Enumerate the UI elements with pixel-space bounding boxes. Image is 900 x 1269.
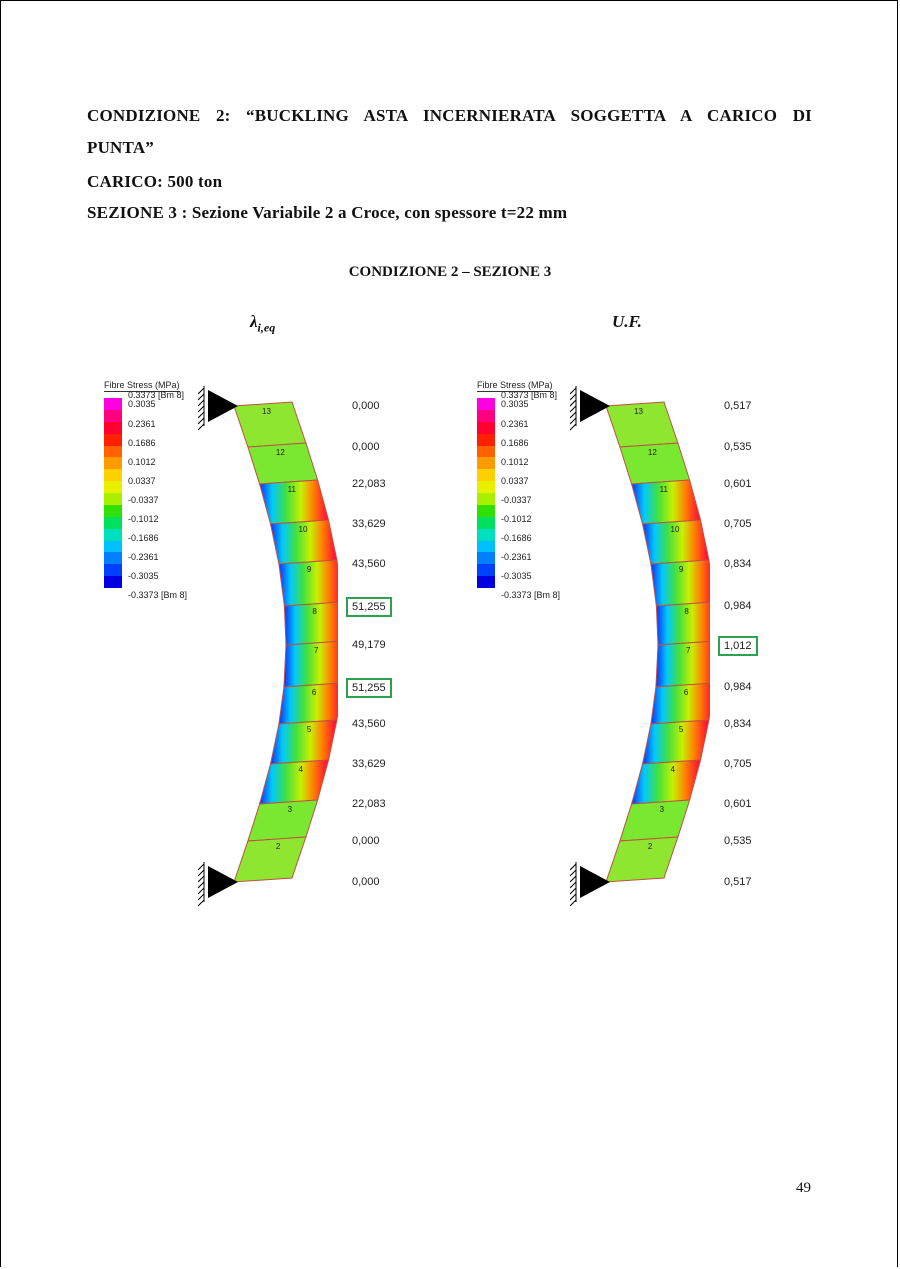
lambda-value: 0,000 xyxy=(352,876,380,888)
uf-element-number: 2 xyxy=(647,842,653,851)
lambda-legend-swatch xyxy=(104,541,122,553)
uf-value: 0,984 xyxy=(724,600,752,612)
uf-value: 0,601 xyxy=(724,798,752,810)
lambda-element-number: 9 xyxy=(306,565,312,574)
lambda-element-number: 4 xyxy=(298,765,303,774)
lambda-legend-swatch xyxy=(104,410,122,422)
lambda-legend-label: 0.1686 xyxy=(128,438,156,448)
lambda-legend-swatch xyxy=(104,493,122,505)
lambda-legend-swatch xyxy=(104,398,122,410)
lambda-legend-swatch xyxy=(104,446,122,458)
uf-top-support-icon xyxy=(580,390,610,422)
uf-legend-label: -0.1686 xyxy=(501,533,532,543)
lambda-legend-swatch xyxy=(104,505,122,517)
heading-section: SEZIONE 3 : Sezione Variabile 2 a Croce, con spessore t=22 mm xyxy=(87,203,568,222)
uf-legend-label: 0.3035 xyxy=(501,399,529,409)
uf-legend-title: Fibre Stress (MPa) xyxy=(477,380,553,390)
lambda-beam-segment xyxy=(271,720,337,764)
uf-element-number: 10 xyxy=(670,525,680,534)
uf-beam-segment xyxy=(620,800,690,841)
page-number: 49 xyxy=(796,1180,811,1196)
lambda-symbol: λ xyxy=(250,312,258,331)
lambda-beam-segment xyxy=(284,602,338,645)
uf-legend-swatch xyxy=(477,422,495,434)
uf-element-number: 7 xyxy=(685,646,691,655)
uf-legend-label: -0.2361 xyxy=(501,552,532,562)
lambda-value: 0,000 xyxy=(352,400,380,412)
uf-support-hatch xyxy=(570,862,576,906)
uf-legend-label: -0.3035 xyxy=(501,571,532,581)
lambda-value: 33,629 xyxy=(352,518,386,530)
heading-condition-cont: PUNTA” xyxy=(87,138,154,157)
uf-beam-segment xyxy=(651,683,710,724)
heading-load: CARICO: 500 ton xyxy=(87,172,223,191)
uf-beam-segment xyxy=(643,720,709,764)
lambda-legend-label: -0.1686 xyxy=(128,533,159,543)
uf-value: 0,984 xyxy=(724,681,752,693)
lambda-panel-title xyxy=(250,312,275,335)
figure-subtitle: CONDIZIONE 2 – SEZIONE 3 xyxy=(348,264,552,280)
uf-legend-label: -0.3373 [Bm 8] xyxy=(501,590,561,600)
lambda-element-number: 2 xyxy=(275,842,281,851)
lambda-legend-swatch xyxy=(104,517,122,529)
uf-element-number: 5 xyxy=(678,725,684,734)
uf-bottom-support-icon xyxy=(580,866,610,898)
uf-legend-swatch xyxy=(477,576,495,588)
lambda-element-number: 5 xyxy=(306,725,312,734)
uf-legend-label: 0.2361 xyxy=(501,419,529,429)
uf-legend-label: 0.1686 xyxy=(501,438,529,448)
lambda-legend-swatch xyxy=(104,469,122,481)
uf-element-number: 12 xyxy=(647,448,657,457)
lambda-value: 22,083 xyxy=(352,478,386,490)
lambda-beam-segment xyxy=(234,837,306,882)
uf-element-number: 9 xyxy=(678,565,684,574)
uf-legend-label: -0.1012 xyxy=(501,514,532,524)
uf-value: 0,705 xyxy=(724,518,752,530)
uf-beam-segment xyxy=(632,760,701,804)
lambda-beam-segment xyxy=(279,683,338,724)
uf-legend-swatch xyxy=(477,469,495,481)
lambda-top-support-icon xyxy=(208,390,238,422)
uf-legend-swatch xyxy=(477,481,495,493)
lambda-legend-swatch xyxy=(104,552,122,564)
uf-element-number: 4 xyxy=(670,765,675,774)
lambda-element-number: 12 xyxy=(275,448,285,457)
lambda-legend-swatch xyxy=(104,422,122,434)
uf-value: 0,535 xyxy=(724,835,752,847)
uf-legend-swatch xyxy=(477,457,495,469)
lambda-legend-label: -0.3373 [Bm 8] xyxy=(128,590,188,600)
lambda-value-highlighted: 51,255 xyxy=(346,678,392,698)
uf-value: 0,834 xyxy=(724,558,752,570)
uf-legend-swatch xyxy=(477,541,495,553)
uf-legend-label: 0.3373 [Bm 8] xyxy=(501,390,558,400)
lambda-element-number: 11 xyxy=(287,485,296,494)
lambda-element-number: 3 xyxy=(287,805,293,814)
uf-element-number: 8 xyxy=(684,607,689,616)
lambda-beam-segment xyxy=(284,641,338,687)
lambda-beam-segment xyxy=(248,800,318,841)
lambda-beam-diagram xyxy=(198,385,338,925)
lambda-legend-swatch xyxy=(104,457,122,469)
uf-legend-label: 0.1012 xyxy=(501,457,529,467)
uf-panel-title: U.F. xyxy=(612,312,642,331)
uf-value: 0,517 xyxy=(724,876,752,888)
lambda-element-number: 10 xyxy=(298,525,308,534)
lambda-legend-colorbar xyxy=(104,398,122,588)
uf-beam-segment xyxy=(656,602,710,645)
uf-beam-diagram xyxy=(570,385,710,925)
uf-legend-swatch xyxy=(477,517,495,529)
uf-value-highlighted: 1,012 xyxy=(718,636,758,656)
uf-legend-swatch xyxy=(477,410,495,422)
uf-legend-label: 0.0337 xyxy=(501,476,529,486)
uf-legend-swatch xyxy=(477,529,495,541)
lambda-legend-label: -0.2361 xyxy=(128,552,159,562)
lambda-legend-swatch xyxy=(104,434,122,446)
uf-legend-label: -0.0337 xyxy=(501,495,532,505)
uf-value: 0,517 xyxy=(724,400,752,412)
lambda-support-hatch xyxy=(198,862,204,906)
lambda-legend-label: 0.0337 xyxy=(128,476,156,486)
uf-element-number: 3 xyxy=(659,805,665,814)
lambda-legend-label: 0.1012 xyxy=(128,457,156,467)
uf-element-number: 6 xyxy=(683,688,689,697)
lambda-legend-swatch xyxy=(104,564,122,576)
uf-element-number: 13 xyxy=(634,407,643,416)
uf-legend-swatch xyxy=(477,493,495,505)
uf-legend-swatch xyxy=(477,398,495,410)
uf-beam-segment xyxy=(606,837,678,882)
uf-legend-colorbar xyxy=(477,398,495,588)
uf-legend-swatch xyxy=(477,505,495,517)
uf-legend-swatch xyxy=(477,552,495,564)
uf-value: 0,834 xyxy=(724,718,752,730)
uf-value: 0,601 xyxy=(724,478,752,490)
lambda-value: 43,560 xyxy=(352,718,386,730)
lambda-legend-swatch xyxy=(104,576,122,588)
lambda-support-hatch xyxy=(198,386,204,430)
lambda-beam-segment xyxy=(260,760,329,804)
lambda-value: 49,179 xyxy=(352,639,386,651)
uf-legend-swatch xyxy=(477,564,495,576)
lambda-legend-label: -0.3035 xyxy=(128,571,159,581)
lambda-value-highlighted: 51,255 xyxy=(346,597,392,617)
lambda-element-number: 13 xyxy=(262,407,271,416)
lambda-element-number: 6 xyxy=(311,688,317,697)
lambda-legend-swatch xyxy=(104,529,122,541)
lambda-legend-label: 0.3373 [Bm 8] xyxy=(128,390,185,400)
uf-legend-swatch xyxy=(477,434,495,446)
lambda-legend-label: -0.0337 xyxy=(128,495,159,505)
lambda-legend-label: 0.2361 xyxy=(128,419,156,429)
lambda-value: 33,629 xyxy=(352,758,386,770)
lambda-legend-label: 0.3035 xyxy=(128,399,156,409)
lambda-value: 43,560 xyxy=(352,558,386,570)
heading-condition: CONDIZIONE 2: “BUCKLING ASTA INCERNIERATA SOGGETTA A CARICO DI xyxy=(87,106,812,125)
lambda-legend-swatch xyxy=(104,481,122,493)
lambda-legend-title: Fibre Stress (MPa) xyxy=(104,380,180,390)
lambda-value: 0,000 xyxy=(352,835,380,847)
lambda-value: 22,083 xyxy=(352,798,386,810)
uf-support-hatch xyxy=(570,386,576,430)
uf-legend-swatch xyxy=(477,446,495,458)
lambda-bottom-support-icon xyxy=(208,866,238,898)
lambda-subscript: i,eq xyxy=(257,320,276,335)
lambda-value: 0,000 xyxy=(352,441,380,453)
uf-beam-segment xyxy=(656,641,710,687)
lambda-element-number: 7 xyxy=(313,646,319,655)
lambda-element-number: 8 xyxy=(312,607,317,616)
uf-value: 0,705 xyxy=(724,758,752,770)
uf-value: 0,535 xyxy=(724,441,752,453)
lambda-legend-label: -0.1012 xyxy=(128,514,159,524)
uf-element-number: 11 xyxy=(659,485,668,494)
